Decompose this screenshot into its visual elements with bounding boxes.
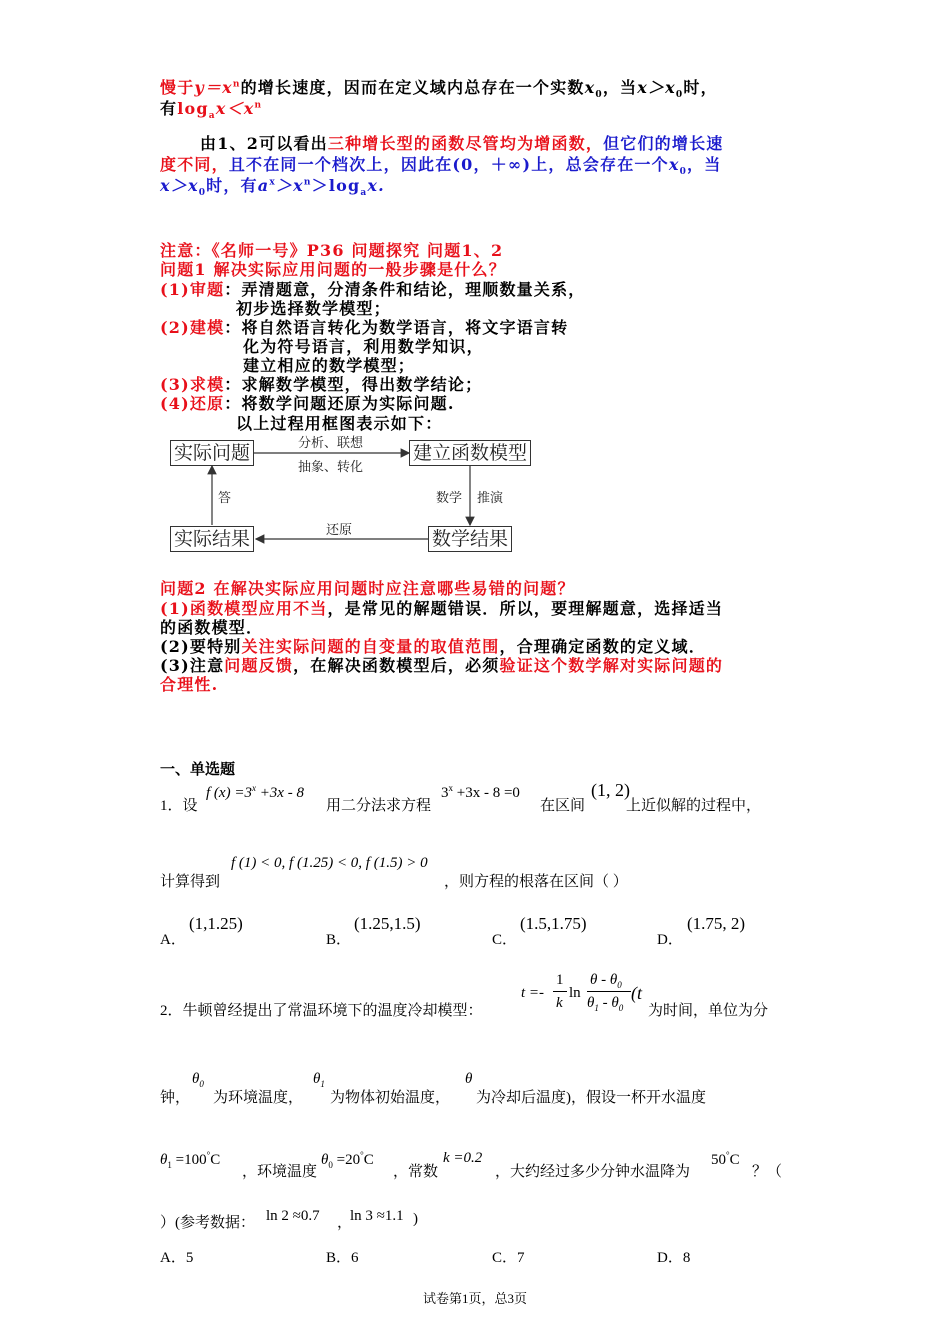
question-2-text: 钟， bbox=[160, 1090, 191, 1106]
summary-highlight: 且不在同一个档次上，因此在(0，＋∞)上，总会存在一个 bbox=[228, 155, 669, 174]
formula-part: θ bbox=[321, 1152, 329, 1168]
question-1-text: 1．设 bbox=[160, 798, 198, 814]
question-1-text: 在区间 bbox=[540, 798, 586, 814]
point-text: (2)要特别 bbox=[160, 637, 242, 656]
question-1-text: ，则方程的根落在区间（ ） bbox=[444, 874, 628, 890]
flow-label-answer: 答 bbox=[218, 491, 232, 506]
formula-part: C bbox=[729, 1152, 740, 1168]
formula-part: θ bbox=[192, 1071, 200, 1087]
q2-option-c[interactable] bbox=[492, 1246, 525, 1267]
intro-var: x bbox=[584, 78, 596, 97]
option-label: D． bbox=[657, 932, 683, 948]
option-label: B． bbox=[326, 932, 352, 948]
question-2-text: ，大约经过多少分钟水温降为 bbox=[495, 1164, 691, 1180]
fraction-bar bbox=[587, 991, 631, 992]
step-text: ：弄清题意，分清条件和结论，理顺数量关系， bbox=[224, 280, 586, 299]
flow-box-real-problem: 实际问题 bbox=[170, 440, 254, 466]
note-point-1-cont: 的函数模型． bbox=[160, 618, 264, 637]
question-1-text: 计算得到 bbox=[160, 874, 221, 890]
flow-box-math-result: 数学结果 bbox=[428, 526, 512, 552]
q2-ln: ln bbox=[569, 985, 581, 1001]
summary-var: a bbox=[257, 176, 270, 195]
q2-option-a[interactable] bbox=[160, 1246, 193, 1267]
q1-option-d[interactable] bbox=[657, 928, 683, 949]
q2-frac1-den: k bbox=[556, 995, 563, 1011]
formula-part: θ bbox=[313, 1071, 321, 1087]
note-step-2-cont2: 建立相应的数学模型； bbox=[243, 356, 416, 375]
summary-var: ＞x bbox=[275, 176, 304, 195]
formula-part: 3 bbox=[441, 785, 449, 801]
q2-frac2-num bbox=[590, 972, 622, 990]
summary-sup: x bbox=[269, 177, 276, 188]
formula-sup: x bbox=[448, 783, 453, 793]
q2-ref-1: ln 2 ≈0.7 bbox=[266, 1208, 320, 1224]
formula-part: =20 bbox=[332, 1152, 361, 1168]
summary-var: x＞x bbox=[160, 176, 199, 195]
option-label: A． bbox=[160, 932, 186, 948]
step-text: ：求解数学模型，得出数学结论； bbox=[224, 375, 483, 394]
q1-option-c-value: (1.5,1.75) bbox=[520, 914, 587, 933]
step-text: ：将自然语言转化为数学语言，将文字语言转 bbox=[224, 318, 569, 337]
flow-label-restore: 还原 bbox=[326, 523, 353, 538]
step-label: (2)建模 bbox=[160, 318, 225, 337]
formula-sub: 0 bbox=[617, 980, 622, 990]
flow-label-abstract: 抽象、转化 bbox=[298, 460, 364, 475]
flow-label-analyze: 分析、联想 bbox=[298, 436, 364, 451]
q2-ref-2: ln 3 ≈1.1 bbox=[350, 1208, 404, 1224]
question-2-text: ）(参考数据： bbox=[160, 1215, 255, 1231]
formula-part: +3x - 8 =0 bbox=[453, 785, 520, 801]
summary-highlight: 度不同， bbox=[160, 155, 229, 174]
intro-sub: a bbox=[208, 111, 216, 122]
q1-option-c[interactable] bbox=[492, 928, 517, 949]
formula-part: 50 bbox=[711, 1152, 726, 1168]
intro-text: 慢于 bbox=[160, 78, 195, 97]
q2-cond-2 bbox=[321, 1150, 374, 1170]
step-label: (1)审题 bbox=[160, 280, 225, 299]
note-point-3 bbox=[160, 653, 723, 676]
intro-text: 时， bbox=[683, 78, 718, 97]
q1-computed-values: f (1) < 0, f (1.25) < 0, f (1.5) > 0 bbox=[231, 855, 428, 871]
intro-sub: 0 bbox=[595, 90, 603, 101]
q1-interval: (1, 2) bbox=[591, 780, 630, 800]
flow-box-build-model: 建立函数模型 bbox=[409, 440, 531, 466]
option-label: D． bbox=[657, 1250, 683, 1266]
point-text: ，合理确定函数的定义域． bbox=[499, 637, 706, 656]
summary-var: x. bbox=[367, 176, 385, 195]
formula-part: θ - θ bbox=[590, 972, 618, 988]
option-value: 6 bbox=[351, 1250, 359, 1266]
point-highlight: 问题反馈 bbox=[224, 656, 294, 675]
option-label: A． bbox=[160, 1250, 186, 1266]
formula-part: θ bbox=[587, 995, 595, 1011]
point-highlight: 验证这个数学解对实际问题的 bbox=[499, 656, 724, 675]
question-1-text: 上近似解的过程中， bbox=[626, 798, 762, 814]
q2-frac2-den bbox=[587, 995, 623, 1013]
flow-box-real-result: 实际结果 bbox=[170, 526, 254, 552]
formula-sub: 1 bbox=[320, 1079, 325, 1089]
note-step-5: 以上过程用框图表示如下： bbox=[236, 414, 443, 433]
intro-formula: y＝x bbox=[194, 78, 233, 97]
summary-highlight: 但它们的增长速 bbox=[603, 134, 724, 153]
intro-text: 的增长速度，因而在定义域内总存在一个实数 bbox=[240, 78, 585, 97]
intro-formula: x＜x bbox=[215, 99, 255, 118]
point-text: ，在解决函数模型后，必须 bbox=[293, 656, 500, 675]
flow-label-math: 数学 bbox=[436, 491, 463, 506]
note-step-1-cont: 初步选择数学模型； bbox=[236, 299, 391, 318]
formula-sup: ° bbox=[726, 1150, 730, 1160]
intro-text: 有 bbox=[160, 99, 178, 118]
point-highlight: 关注实际问题的自变量的取值范围 bbox=[241, 637, 500, 656]
summary-highlight: 三种增长型的函数尽管均为增函数， bbox=[327, 134, 604, 153]
intro-log: log bbox=[177, 99, 209, 118]
intro-var: x＞x bbox=[637, 78, 676, 97]
intro-sub: 0 bbox=[675, 90, 684, 101]
q2-cond-1 bbox=[160, 1150, 220, 1170]
option-value: 7 bbox=[517, 1250, 525, 1266]
question-2-text: ，常数 bbox=[393, 1164, 439, 1180]
formula-sub: 1 bbox=[594, 1003, 599, 1013]
summary-text: ＞log bbox=[311, 176, 361, 195]
note-title: 注意：《名师一号》P36 问题探究 问题1、2 bbox=[160, 241, 504, 260]
formula-sub: 0 bbox=[199, 1079, 204, 1089]
option-label: B． bbox=[326, 1250, 352, 1266]
question-2-text: 为环境温度， bbox=[213, 1090, 304, 1106]
section-heading: 一、单选题 bbox=[160, 760, 236, 778]
note-step-2-cont: 化为符号语言，利用数学知识， bbox=[243, 337, 484, 356]
note-question-2: 问题2 在解决实际应用问题时应注意哪些易错的问题？ bbox=[160, 579, 575, 598]
q2-theta: θ bbox=[465, 1071, 473, 1087]
question-2-text: ， bbox=[337, 1215, 353, 1231]
formula-part: C bbox=[210, 1152, 221, 1168]
question-2-text: ，环境温度 bbox=[242, 1164, 318, 1180]
q1-option-a-value: (1,1.25) bbox=[189, 914, 243, 933]
summary-text: ，当 bbox=[687, 155, 722, 174]
q1-option-d-value: (1.75, 2) bbox=[687, 914, 746, 933]
q2-cond-4 bbox=[711, 1150, 740, 1169]
formula-part: +3x - 8 bbox=[255, 785, 304, 801]
q2-theta1 bbox=[313, 1071, 325, 1089]
summary-sub: 0 bbox=[679, 167, 688, 178]
intro-sup: n bbox=[232, 79, 241, 90]
note-point-3-cont: 合理性. bbox=[160, 675, 219, 694]
q1-option-b[interactable] bbox=[326, 928, 351, 949]
q1-option-a[interactable] bbox=[160, 928, 186, 949]
summary-sub: 0 bbox=[198, 188, 207, 199]
point-text: ，是常见的解题错误．所以，要理解题意，选择适当 bbox=[327, 599, 724, 618]
q2-theta0 bbox=[192, 1071, 204, 1089]
question-2-text: ？（ bbox=[752, 1164, 783, 1180]
fraction-bar bbox=[553, 991, 567, 992]
intro-sup: n bbox=[254, 100, 263, 111]
formula-sub: 1 bbox=[167, 1160, 172, 1170]
formula-part: =100 bbox=[171, 1152, 207, 1168]
q2-formula-lead: t =- bbox=[521, 985, 545, 1001]
option-value: 8 bbox=[682, 1250, 691, 1266]
q1-formula-f bbox=[206, 783, 304, 802]
q2-option-b[interactable] bbox=[326, 1246, 359, 1267]
q1-formula-eq bbox=[441, 783, 520, 802]
question-1-text: 用二分法求方程 bbox=[326, 798, 432, 814]
question-2-text: ) bbox=[413, 1211, 418, 1227]
point-highlight: (1)函数模型应用不当 bbox=[160, 599, 328, 618]
step-text: ：将数学问题还原为实际问题. bbox=[224, 394, 455, 413]
formula-sub: 0 bbox=[618, 1003, 624, 1013]
intro-text: ，当 bbox=[602, 78, 638, 97]
option-label: C． bbox=[492, 932, 518, 948]
q2-option-d[interactable] bbox=[657, 1246, 690, 1267]
formula-sub: 0 bbox=[328, 1160, 333, 1170]
question-2-text: 为时间，单位为分 bbox=[648, 1003, 769, 1019]
note-question-1: 问题1 解决实际应用问题的一般步骤是什么？ bbox=[160, 260, 506, 279]
formula-sup: x bbox=[251, 783, 256, 793]
summary-text: 由1、2可以看出 bbox=[200, 134, 328, 153]
question-2-text: 为冷却后温度)，假设一杯开水温度 bbox=[476, 1090, 706, 1106]
point-text: (3)注意 bbox=[160, 656, 225, 675]
flow-label-deduce: 推演 bbox=[477, 491, 504, 506]
formula-sup: ° bbox=[360, 1150, 364, 1160]
question-2-text: 为物体初始温度， bbox=[330, 1090, 451, 1106]
formula-part: - θ bbox=[598, 995, 619, 1011]
formula-part: C bbox=[363, 1152, 374, 1168]
formula-sup: ° bbox=[206, 1150, 211, 1160]
q2-formula-tail: (t bbox=[631, 983, 642, 1003]
option-label: C． bbox=[492, 1250, 518, 1266]
option-value: 5 bbox=[185, 1250, 194, 1266]
q1-option-b-value: (1.25,1.5) bbox=[354, 914, 421, 933]
step-label: (3)求模 bbox=[160, 375, 225, 394]
flow-arrows bbox=[0, 0, 950, 600]
question-2-text: 2．牛顿曾经提出了常温环境下的温度冷却模型： bbox=[160, 1003, 483, 1019]
summary-text: 时，有 bbox=[206, 176, 258, 195]
formula-part: θ bbox=[160, 1152, 168, 1168]
q2-cond-3: k =0.2 bbox=[443, 1150, 483, 1166]
summary-sub: a bbox=[360, 188, 368, 199]
page-footer: 试卷第1页，总3页 bbox=[422, 1291, 527, 1306]
q2-frac1-num: 1 bbox=[556, 972, 564, 988]
step-label: (4)还原 bbox=[160, 394, 225, 413]
formula-part: f (x) =3 bbox=[206, 785, 252, 801]
summary-sup: n bbox=[303, 177, 312, 188]
summary-var: x bbox=[668, 155, 680, 174]
